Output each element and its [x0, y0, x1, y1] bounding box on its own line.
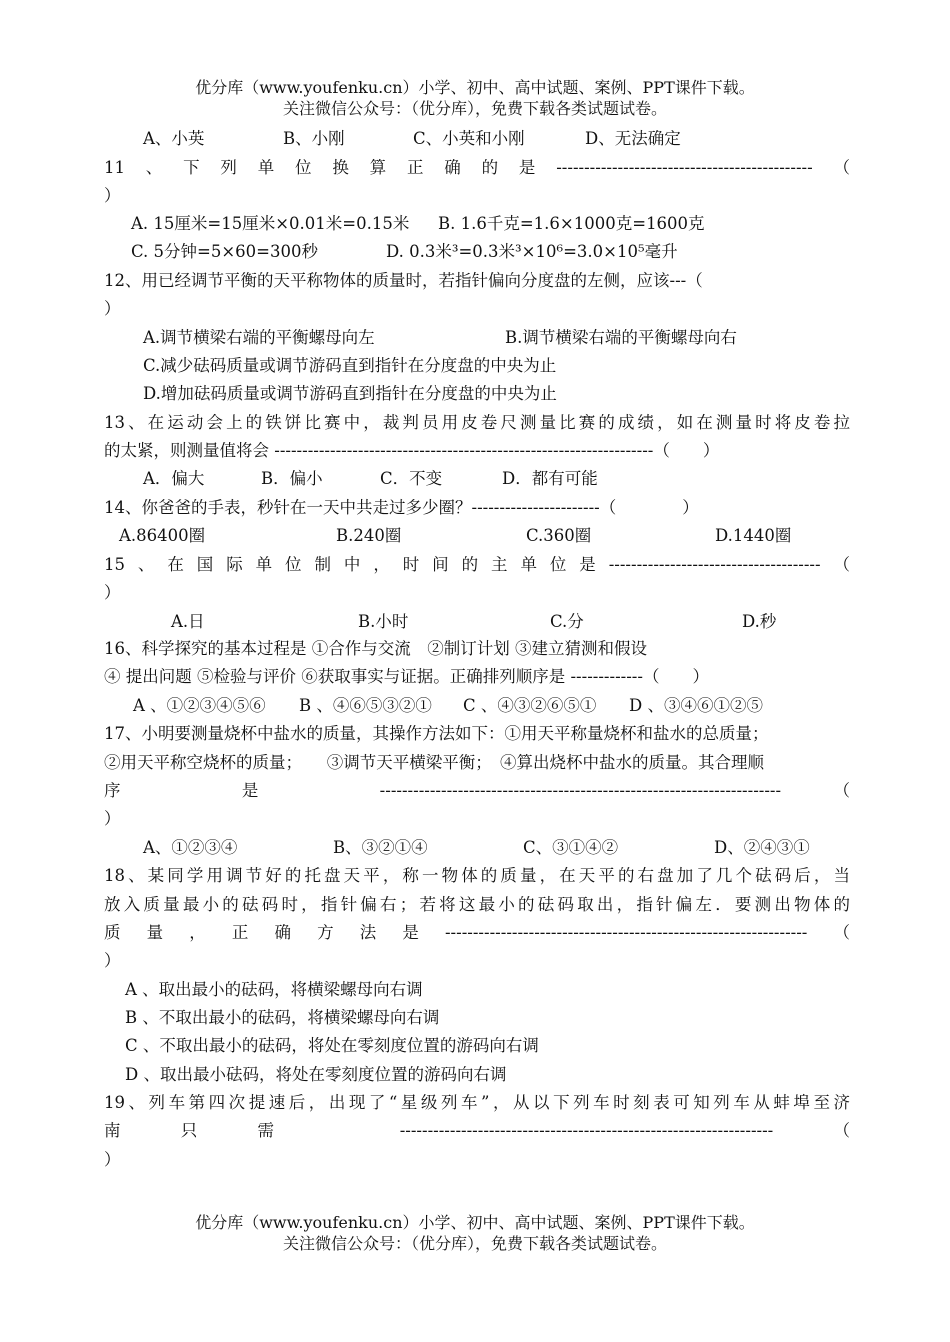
q14-option-d: D.1440圈 — [715, 526, 792, 545]
q17-stem-2: ②用天平称空烧杯的质量； ③调节天平横梁平衡； ④算出烧杯中盐水的质量。其合理顺 — [104, 753, 764, 772]
q18-option-a: A 、取出最小的砝码，将横梁螺母向右调 — [125, 980, 423, 999]
q11-close: ） — [104, 186, 121, 205]
header-line-1: 优分库（www.youfenku.cn）小学、初中、高中试题、案例、PPT课件下载。 — [195, 78, 755, 97]
footer-line-1: 优分库（www.youfenku.cn）小学、初中、高中试题、案例、PPT课件下载。 — [195, 1213, 755, 1232]
q16-option-a: A 、①②③④⑤⑥ — [133, 696, 266, 715]
q19-close: ） — [104, 1150, 121, 1169]
q17-stem-1: 17、小明要测量烧杯中盐水的质量，其操作方法如下：①用天平称量烧杯和盐水的总质量； — [104, 724, 769, 743]
q19-stem-2: 南只需 -------------------------------------------------------------------（ — [104, 1121, 850, 1140]
q15-option-c: C.分 — [550, 612, 584, 631]
q16-option-c: C 、④③②⑥⑤① — [463, 696, 597, 715]
q14-option-c: C.360圈 — [526, 526, 592, 545]
q14-option-b: B.240圈 — [336, 526, 402, 545]
q15-option-a: A.日 — [171, 612, 205, 631]
q19-stem-1: 19、列车第四次提速后，出现了“星级列车”，从以下列车时刻表可知列车从蚌埠至济 — [104, 1093, 850, 1112]
q15-option-b: B.小时 — [358, 612, 409, 631]
q11-option-a: A. 15厘米=15厘米×0.01米=0.15米 — [131, 214, 410, 233]
q10-option-a: A、小英 — [143, 129, 205, 148]
q13-option-a: A．偏大 — [143, 469, 205, 488]
q13-option-c: C．不变 — [380, 469, 443, 488]
q12-close: ） — [104, 299, 121, 318]
q17-option-c: C、③①④② — [523, 838, 619, 857]
footer-line-2: 关注微信公众号：（优分库），免费下载各类试题试卷。 — [282, 1234, 667, 1253]
q12-option-c: C.减少砝码质量或调节游码直到指针在分度盘的中央为止 — [143, 356, 557, 375]
q10-option-c: C、小英和小刚 — [413, 129, 525, 148]
q18-stem-1: 18、某同学用调节好的托盘天平，称一物体的质量，在天平的右盘加了几个砝码后，当 — [104, 866, 850, 885]
q17-option-a: A、①②③④ — [143, 838, 238, 857]
q11-option-d: D. 0.3米³=0.3米³×10⁶=3.0×10⁵毫升 — [386, 242, 678, 261]
q13-stem-2: 的太紧，则测量值将会 --------------------------------------------------------------------（ ） — [104, 441, 720, 460]
q14-option-a: A.86400圈 — [119, 526, 206, 545]
q10-option-d: D、无法确定 — [585, 129, 681, 148]
q10-option-b: B、小刚 — [283, 129, 345, 148]
q18-option-c: C 、不取出最小的砝码，将处在零刻度位置的游码向右调 — [125, 1036, 539, 1055]
q14-stem: 14、你爸爸的手表，秒针在一天中共走过多少圈？-----------------------（ ） — [104, 498, 699, 517]
q17-close: ） — [104, 809, 121, 828]
header-line-2: 关注微信公众号：（优分库），免费下载各类试题试卷。 — [282, 99, 667, 118]
q17-stem-3: 序 是 ------------------------------------------------------------------------（ — [104, 781, 850, 800]
q16-option-b: B 、④⑥⑤③②① — [299, 696, 432, 715]
q16-stem-1: 16、科学探究的基本过程是 ①合作与交流 ②制订计划 ③建立猜测和假设 — [104, 639, 647, 658]
q15-option-d: D.秒 — [742, 612, 777, 631]
q16-option-d: D 、③④⑥①②⑤ — [629, 696, 763, 715]
q12-option-b: B.调节横梁右端的平衡螺母向右 — [505, 328, 737, 347]
q12-option-a: A.调节横梁右端的平衡螺母向左 — [143, 328, 375, 347]
q11-option-b: B. 1.6千克=1.6×1000克=1600克 — [438, 214, 705, 233]
q17-option-d: D、②④③① — [714, 838, 810, 857]
q13-option-b: B．偏小 — [261, 469, 323, 488]
q12-option-d: D.增加砝码质量或调节游码直到指针在分度盘的中央为止 — [143, 384, 557, 403]
q17-option-b: B、③②①④ — [333, 838, 428, 857]
q18-stem-3: 质量，正确方法是-----------------------------------------------------------------（ — [104, 923, 850, 942]
q18-option-b: B 、不取出最小的砝码，将横梁螺母向右调 — [125, 1008, 440, 1027]
q16-stem-2: ④ 提出问题 ⑤检验与评价 ⑥获取事实与证据。正确排列顺序是 -------------（ ） — [104, 667, 709, 686]
q11-option-c: C. 5分钟=5×60=300秒 — [131, 242, 318, 261]
q13-option-d: D．都有可能 — [502, 469, 598, 488]
q18-stem-2: 放入质量最小的砝码时，指针偏右；若将这最小的砝码取出，指针偏左．要测出物体的 — [104, 895, 850, 914]
q15-close: ） — [104, 583, 121, 602]
q15-stem: 15、在国际单位制中，时间的主单位是--------------------------------------（ — [104, 555, 850, 574]
q18-close: ） — [104, 951, 121, 970]
q12-stem: 12、用已经调节平衡的天平称物体的质量时，若指针偏向分度盘的左侧，应该---（ — [104, 271, 703, 290]
q18-option-d: D 、取出最小砝码，将处在零刻度位置的游码向右调 — [125, 1065, 507, 1084]
q11-stem: 11、下列单位换算正确的是----------------------------------------------（ — [104, 158, 850, 177]
q13-stem-1: 13、在运动会上的铁饼比赛中，裁判员用皮卷尺测量比赛的成绩，如在测量时将皮卷拉 — [104, 413, 850, 432]
